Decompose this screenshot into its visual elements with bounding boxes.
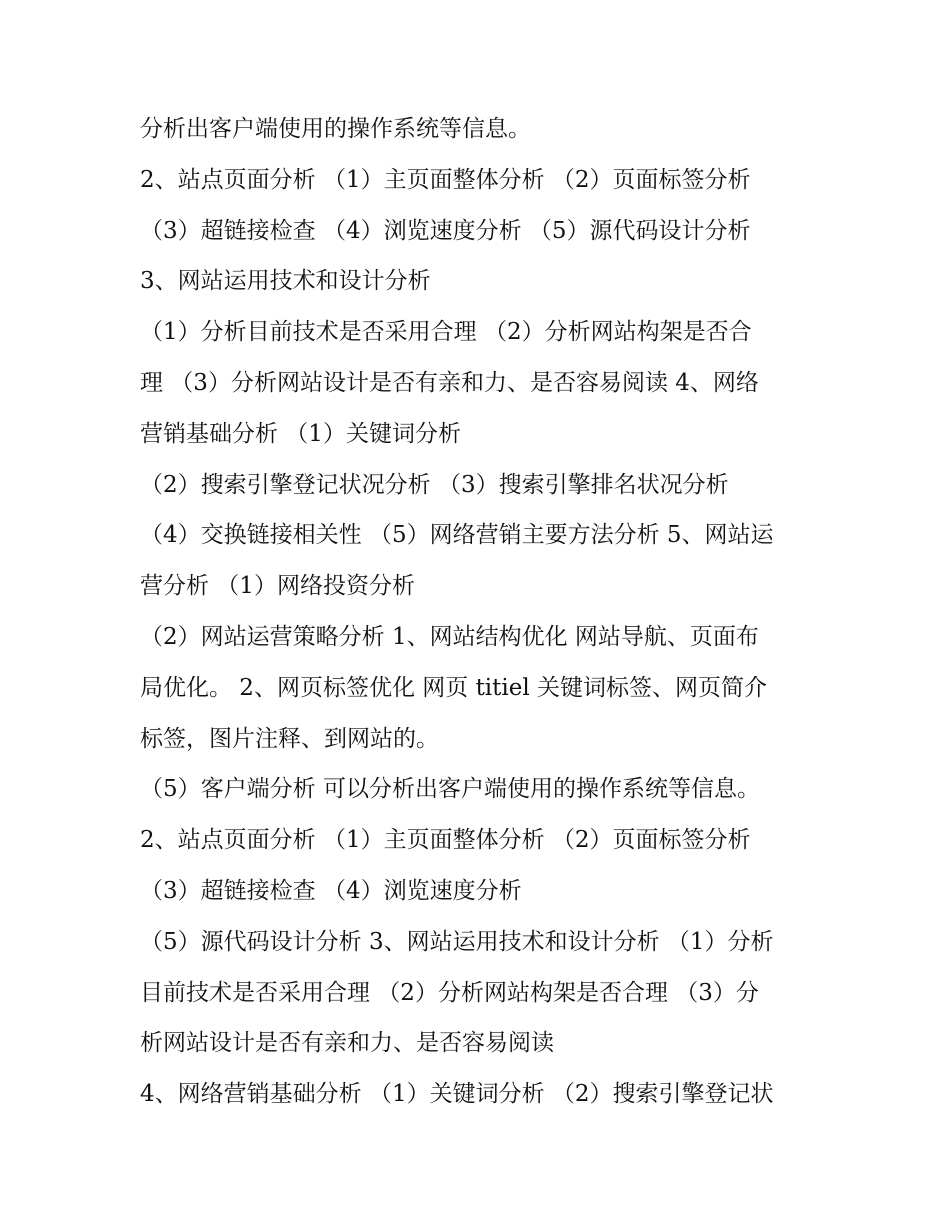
text-line: （3）超链接检查 （4）浏览速度分析 （5）源代码设计分析 — [140, 217, 751, 244]
text-line: 2、站点页面分析 （1）主页面整体分析 （2）页面标签分析 — [140, 827, 751, 854]
text-line: 4、网络营销基础分析 （1）关键词分析 （2）搜索引擎登记状 — [140, 1081, 774, 1108]
text-line: 2、站点页面分析 （1）主页面整体分析 （2）页面标签分析 — [140, 166, 751, 193]
text-line: （3）超链接检查 （4）浏览速度分析 — [140, 877, 522, 904]
text-line: （5）源代码设计分析 3、网站运用技术和设计分析 （1）分析 — [140, 928, 774, 955]
text-line: 目前技术是否采用合理 （2）分析网站构架是否合理 （3）分 — [140, 979, 759, 1006]
text-line: 标签，图片注释、到网站的。 — [140, 725, 439, 752]
text-line: 3、网站运用技术和设计分析 — [140, 268, 431, 295]
text-line: （2）搜索引擎登记状况分析 （3）搜索引擎排名状况分析 — [140, 471, 729, 498]
text-line: 分析出客户端使用的操作系统等信息。 — [140, 116, 531, 142]
text-line: （4）交换链接相关性 （5）网络营销主要方法分析 5、网站运 — [140, 522, 774, 549]
text-line: （5）客户端分析 可以分析出客户端使用的操作系统等信息。 — [140, 776, 760, 803]
text-line: 营销基础分析 （1）关键词分析 — [140, 420, 461, 447]
text-line: 营分析 （1）网络投资分析 — [140, 573, 415, 600]
text-line: 析网站设计是否有亲和力、是否容易阅读 — [140, 1030, 554, 1057]
text-line: 理 （3）分析网站设计是否有亲和力、是否容易阅读 4、网络 — [140, 369, 759, 396]
text-line: （2）网站运营策略分析 1、网站结构优化 网站导航、页面布 — [140, 623, 759, 650]
text-line: （1）分析目前技术是否采用合理 （2）分析网站构架是否合 — [140, 319, 752, 346]
text-line: 局优化。 2、网页标签优化 网页 titiel 关键词标签、网页简介 — [140, 674, 768, 701]
document-body — [140, 104, 820, 1120]
